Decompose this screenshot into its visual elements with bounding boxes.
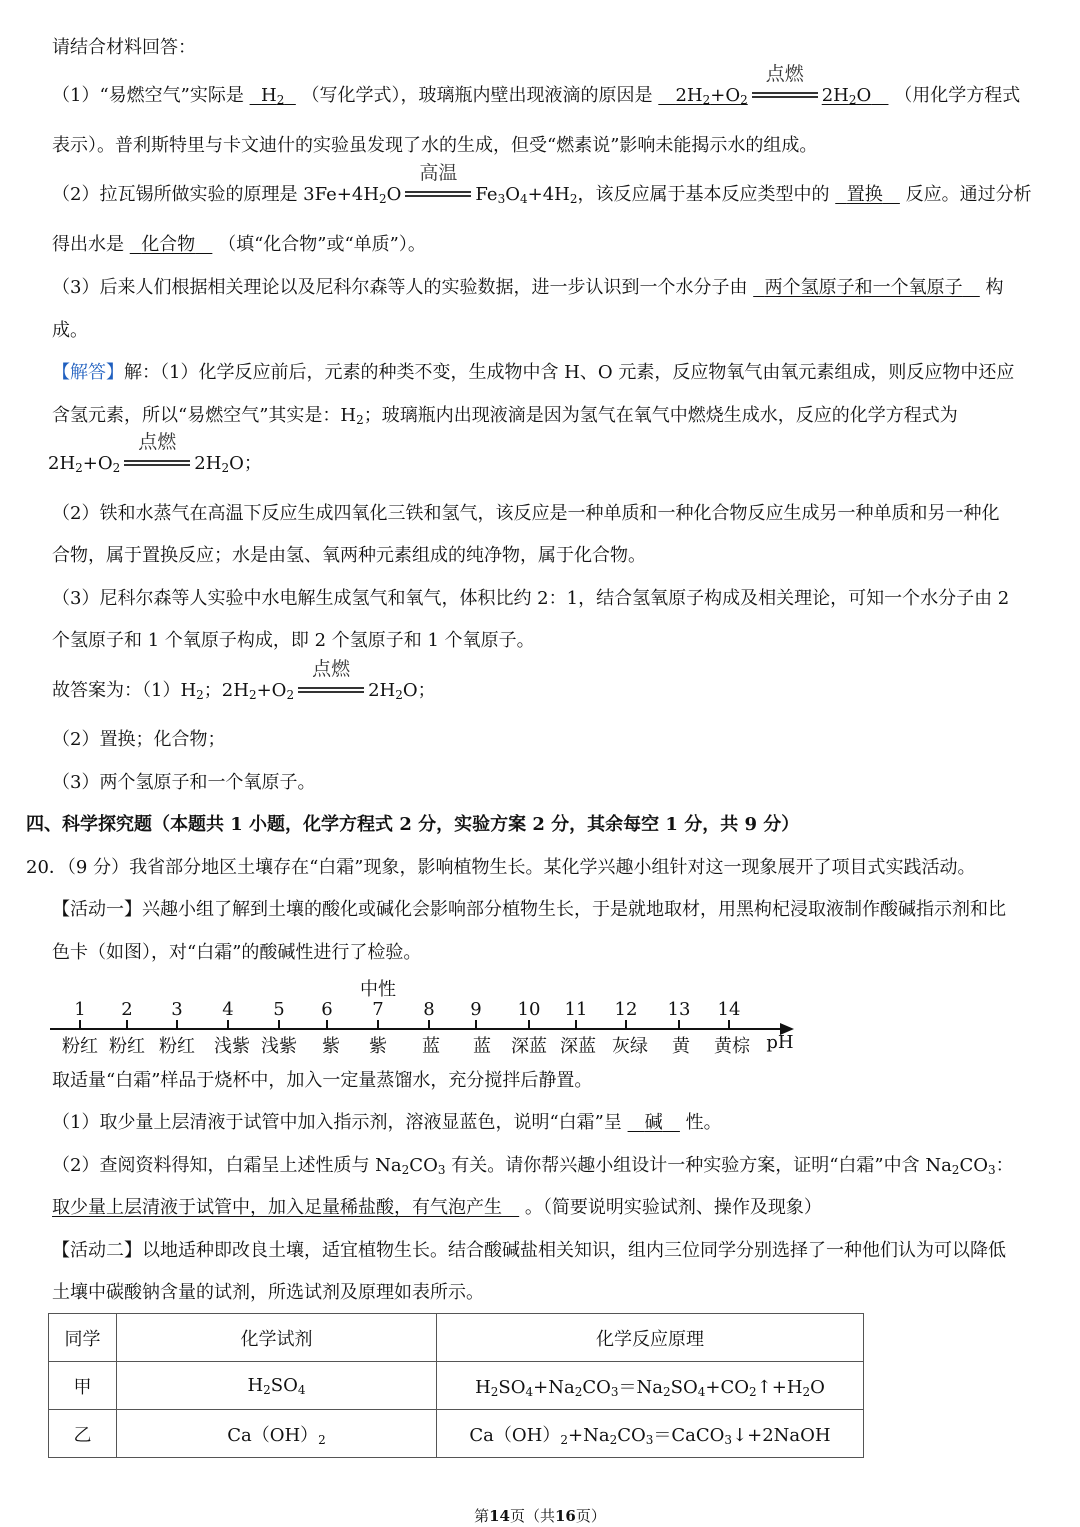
ph-tick <box>575 1020 577 1029</box>
activity-2-text: 【活动二】以地适种即改良土壤，适宜植物生长。结合酸碱盐相关知识，组内三位同学分别选择了一种他们认为可以降低 <box>52 1240 1006 1261</box>
table-row <box>49 1410 864 1458</box>
table-cell-student: 乙 <box>49 1410 117 1458</box>
table-cell-reaction: $H_2SO_4+Na_2CO_3=Na_2SO_4+CO_2↑+H_2O$ <box>437 1362 864 1410</box>
activity-1-text: 【活动一】兴趣小组了解到土壤的酸化或碱化会影响部分植物生长，于是就地取材，用黑枸杞浸取液制作酸碱指示剂和比 <box>52 899 1006 920</box>
subquestion-2-line2: 取少量上层清液于试管中，加入足量稀盐酸，有气泡产生 。（简要说明实验试剂、操作及现象） <box>52 1197 822 1218</box>
ph-number-label: 7 <box>372 999 384 1020</box>
ph-color-label: 黄棕 <box>714 1036 750 1057</box>
table-cell-student: 甲 <box>49 1362 117 1410</box>
answer-2-1-blank: 置换 <box>846 184 883 205</box>
ph-color-scale <box>50 975 810 1055</box>
subquestion-2: （2）查阅资料得知，白霜呈上述性质与 $Na_2CO_3$ 有关。请你帮兴趣小组设计一种实验方案，证明“白霜”中含 $Na_2CO_3$： <box>52 1155 1014 1177</box>
table-header-cell: 同学 <box>49 1314 117 1362</box>
ph-color-label: 粉红 <box>62 1036 98 1057</box>
activity-1-text-line2: 色卡（如图），对“白霜”的酸碱性进行了检验。 <box>52 942 422 963</box>
solution-p2-line2: 合物，属于置换反应；水是由氢、氧两种元素组成的纯净物，属于化合物。 <box>52 545 646 566</box>
ph-color-label: 黄 <box>672 1036 690 1057</box>
ph-tick <box>728 1020 730 1029</box>
table-cell-reagent: $H_2SO_4$ <box>117 1362 437 1410</box>
table-header-cell: 化学试剂 <box>117 1314 437 1362</box>
ph-color-label: 粉红 <box>159 1036 195 1057</box>
ph-color-label: 浅紫 <box>261 1036 297 1057</box>
answer-3-blank: 两个氢原子和一个氧原子 <box>764 277 963 298</box>
question-3-line2: 成。 <box>52 320 88 341</box>
solution-equation: $2H_2+O_2$ 点燃 $2H_2O$； <box>48 431 262 475</box>
answer-20-1-blank: 碱 <box>644 1112 663 1133</box>
table-cell-reagent: $Ca(OH)_2$ <box>117 1410 437 1458</box>
ph-tick <box>326 1020 328 1029</box>
ph-number-label: 8 <box>423 999 435 1020</box>
ph-number-label: 14 <box>717 999 741 1020</box>
ph-color-label: 深蓝 <box>511 1036 547 1057</box>
solution-answer-1: 故答案为：$(1)H_2$；$2H_2+O_2$ 点燃 $2H_2O$； <box>52 658 436 702</box>
ph-axis-label: pH <box>766 1032 794 1053</box>
reaction-condition-arrow: 点燃 <box>122 451 192 471</box>
solution-p3: （3）尼科尔森等人实验中水电解生成氢气和氧气，体积比约 2：1，结合氢氧原子构成及相关理论，可知一个水分子由 2 <box>52 588 1010 609</box>
question-2: （2）拉瓦锡所做实验的原理是 $3Fe+4H_2O$ 高温 $Fe_3O_4+4H_2$，该反应属于基本反应类型中的 置换 反应。通过分析 <box>52 162 1032 206</box>
ph-number-label: 10 <box>517 999 541 1020</box>
page-total: 16 <box>555 1507 576 1525</box>
question-20-intro: 20．（9 分）我省部分地区土壤存在“白霜”现象，影响植物生长。某化学兴趣小组针对这一现象展开了项目式实践活动。 <box>26 857 976 878</box>
ph-tick <box>475 1020 477 1029</box>
ph-color-label: 灰绿 <box>612 1036 648 1057</box>
ph-number-label: 13 <box>667 999 691 1020</box>
ph-color-label: 蓝 <box>422 1036 440 1057</box>
intro-text: 请结合材料回答： <box>52 37 196 58</box>
ph-tick <box>377 1020 379 1029</box>
reagent-table <box>48 1313 864 1458</box>
answer-equation-blank: $2H_2+O_2$ 点燃 $2H_2O$ <box>675 63 872 107</box>
activity-2-text-line2: 土壤中碳酸钠含量的试剂，所选试剂及原理如表所示。 <box>52 1282 484 1303</box>
ph-color-label: 浅紫 <box>214 1036 250 1057</box>
table-cell-reaction: $Ca(OH)_2+Na_2CO_3=CaCO_3↓+2NaOH$ <box>437 1410 864 1458</box>
sample-text: 取适量“白霜”样品于烧杯中，加入一定量蒸馏水，充分搅拌后静置。 <box>52 1070 593 1091</box>
reaction-condition-arrow: 高温 <box>403 182 473 202</box>
question-3: （3）后来人们根据相关理论以及尼科尔森等人的实验数据，进一步认识到一个水分子由 两个氢原子和一个氧原子 构 <box>52 277 1004 298</box>
ph-color-label: 紫 <box>322 1036 340 1057</box>
subquestion-1: （1）取少量上层清液于试管中加入指示剂，溶液显蓝色，说明“白霜”呈 碱 性。 <box>52 1112 722 1133</box>
reaction-condition-arrow: 点燃 <box>750 83 820 103</box>
ph-color-label: 紫 <box>369 1036 387 1057</box>
question-1-line2: 表示）。普利斯特里与卡文迪什的实验虽发现了水的生成，但受“燃素说”影响未能揭示水的组成。 <box>52 135 818 156</box>
ph-tick <box>428 1020 430 1029</box>
section-heading: 四、科学探究题（本题共 1 小题，化学方程式 2 分，实验方案 2 分，其余每空 1 分，共 9 分） <box>26 814 800 835</box>
ph-axis <box>50 1028 785 1030</box>
ph-color-label: 深蓝 <box>560 1036 596 1057</box>
ph-tick <box>227 1020 229 1029</box>
answer-2-2-blank: 化合物 <box>141 234 196 255</box>
table-row <box>49 1362 864 1410</box>
ph-number-label: 6 <box>321 999 333 1020</box>
ph-tick <box>126 1020 128 1029</box>
ph-number-label: 3 <box>171 999 183 1020</box>
ph-number-label: 2 <box>121 999 133 1020</box>
solution-tag: 【解答】 <box>52 362 124 383</box>
ph-number-label: 12 <box>614 999 638 1020</box>
ph-tick <box>278 1020 280 1029</box>
question-2-line2: 得出水是 化合物 （填“化合物”或“单质”）。 <box>52 234 426 255</box>
page-number: 14 <box>489 1507 510 1525</box>
table-header-row <box>49 1314 864 1362</box>
ph-number-label: 9 <box>470 999 482 1020</box>
ph-neutral-label: 中性 <box>360 979 396 1000</box>
solution-p3-line2: 个氢原子和 1 个氧原子构成，即 2 个氢原子和 1 个氧原子。 <box>52 630 535 651</box>
ph-color-label: 蓝 <box>473 1036 491 1057</box>
answer-20-2-blank: 取少量上层清液于试管中，加入足量稀盐酸，有气泡产生 <box>52 1197 502 1218</box>
ph-tick <box>79 1020 81 1029</box>
ph-number-label: 1 <box>74 999 86 1020</box>
solution-p1: 【解答】解：（1）化学反应前后，元素的种类不变，生成物中含 H、O 元素，反应物氧气由氧元素组成，则反应物中还应 <box>52 362 1015 383</box>
reaction-condition-arrow: 点燃 <box>296 678 366 698</box>
solution-answer-3: （3）两个氢原子和一个氧原子。 <box>52 772 316 793</box>
question-1: （1）“易燃空气”实际是 $H_2$ （写化学式），玻璃瓶内壁出现液滴的原因是 $2H_2+O_2$ 点燃 $2H_2O$ （用化学方程式 <box>52 63 1021 107</box>
table-header-cell: 化学反应原理 <box>437 1314 864 1362</box>
ph-number-label: 4 <box>222 999 234 1020</box>
page-footer: 第14页（共16页） <box>474 1507 606 1525</box>
ph-tick <box>678 1020 680 1029</box>
solution-answer-2: （2）置换；化合物； <box>52 729 226 750</box>
ph-tick <box>625 1020 627 1029</box>
answer-1-blank: $H_2$ <box>261 85 285 107</box>
solution-p1-line2: 含氢元素，所以“易燃空气”其实是：$H_2$；玻璃瓶内出现液滴是因为氢气在氧气中燃烧生成水，反应的化学方程式为 <box>52 405 958 427</box>
ph-number-label: 5 <box>273 999 285 1020</box>
ph-tick <box>176 1020 178 1029</box>
solution-p2: （2）铁和水蒸气在高温下反应生成四氧化三铁和氢气，该反应是一种单质和一种化合物反应生成另一种单质和另一种化 <box>52 503 1000 524</box>
ph-color-label: 粉红 <box>109 1036 145 1057</box>
ph-number-label: 11 <box>564 999 588 1020</box>
ph-tick <box>528 1020 530 1029</box>
